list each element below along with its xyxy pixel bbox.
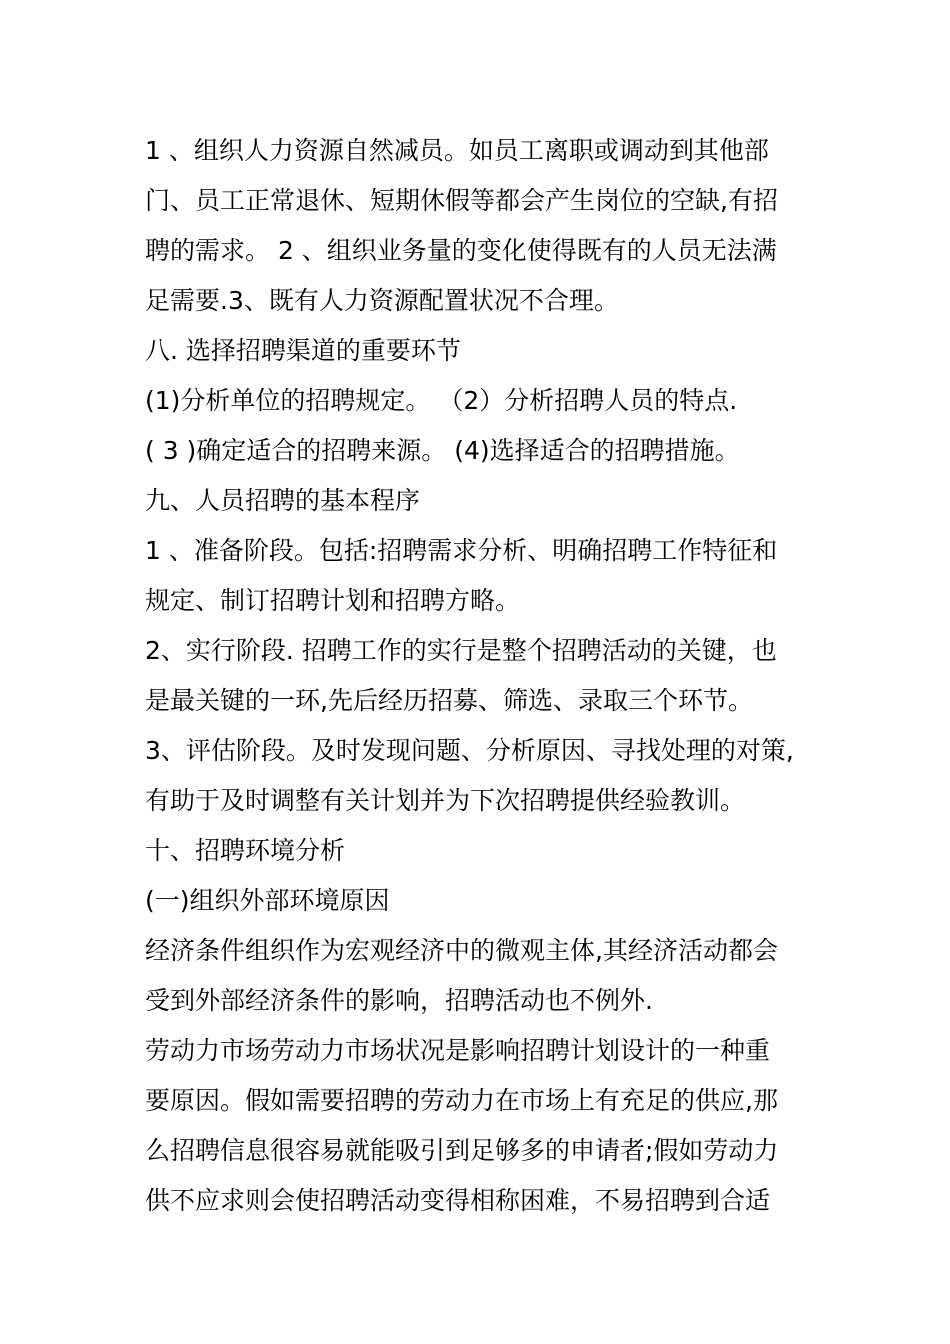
text-line: 么招聘信息很容易就能吸引到足够多的申请者;假如劳动力 (145, 1136, 779, 1165)
text-line: 是最关键的一环,先后经历招募、筛选、录取三个环节。 (145, 686, 753, 715)
text-line: 3、评估阶段。及时发现问题、分析原因、寻找处理的对策, (145, 736, 794, 765)
section-heading: 十、招聘环境分析 (145, 836, 346, 865)
section-heading: 八. 选择招聘渠道的重要环节 (145, 336, 461, 365)
text-line: 足需要.3、既有人力资源配置状况不合理。 (145, 286, 619, 315)
text-line: 聘的需求。 2 、组织业务量的变化使得既有的人员无法满 (145, 236, 777, 265)
text-line: 2、实行阶段. 招聘工作的实行是整个招聘活动的关键，也 (145, 636, 777, 665)
text-line: 受到外部经济条件的影响，招聘活动也不例外. (145, 986, 653, 1015)
text-line: 劳动力市场劳动力市场状况是影响招聘计划设计的一种重 (145, 1036, 771, 1065)
section-heading: 九、人员招聘的基本程序 (145, 486, 421, 515)
text-line: 经济条件组织作为宏观经济中的微观主体,其经济活动都会 (145, 936, 778, 965)
text-line: 规定、制订招聘计划和招聘方略。 (145, 586, 521, 615)
text-line: 门、员工正常退休、短期休假等都会产生岗位的空缺,有招 (145, 186, 778, 215)
text-line: 1 、组织人力资源自然减员。如员工离职或调动到其他部 (145, 136, 769, 165)
subsection-heading: (一)组织外部环境原因 (145, 886, 390, 915)
text-line: ( 3 )确定适合的招聘来源。 (4)选择适合的招聘措施。 (145, 436, 740, 465)
text-line: 有助于及时调整有关计划并为下次招聘提供经验教训。 (145, 786, 746, 815)
document-body (145, 126, 815, 1226)
text-line: 供不应求则会使招聘活动变得相称困难，不易招聘到合适 (145, 1186, 771, 1215)
text-line: 要原因。假如需要招聘的劳动力在市场上有充足的供应,那 (145, 1086, 778, 1115)
text-line: (1)分析单位的招聘规定。 （2）分析招聘人员的特点. (145, 386, 738, 415)
text-line: 1 、准备阶段。包括:招聘需求分析、明确招聘工作特征和 (145, 536, 778, 565)
